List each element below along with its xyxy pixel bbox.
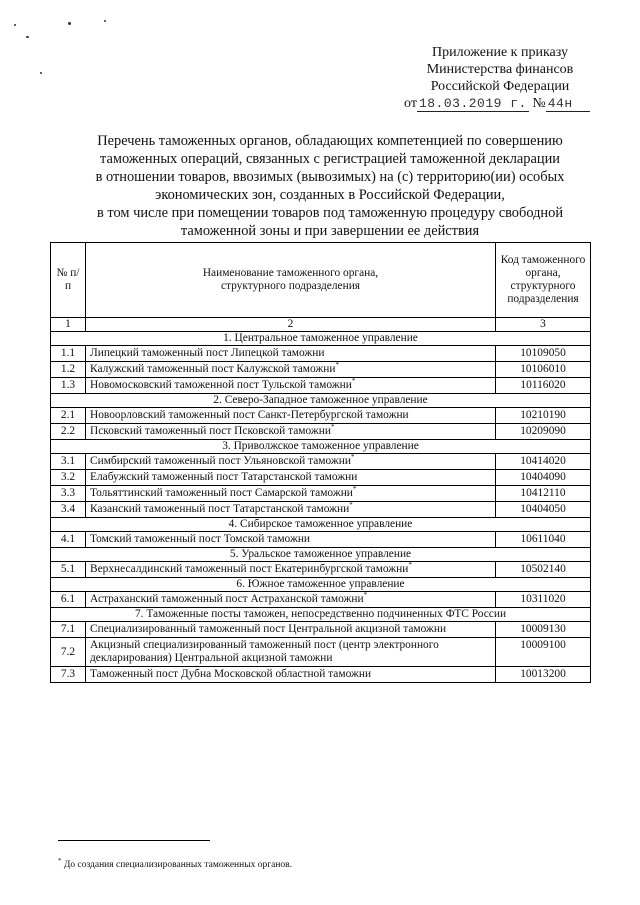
section-title: 4. Сибирское таможенное управление [51, 518, 591, 532]
appendix-line: Министерства финансов [426, 62, 574, 77]
table-row [51, 378, 591, 394]
customs-table [50, 242, 591, 683]
row-name-cell [86, 502, 496, 518]
section-row [51, 440, 591, 454]
title-line: в том числе при помещении товаров под таможенную процедуру свободной [96, 205, 564, 221]
table-row [51, 622, 591, 638]
table-row [51, 362, 591, 378]
header-code: Код таможенного органа, структурного подразделения [496, 243, 591, 318]
table-row [51, 346, 591, 362]
row-code: 10013200 [496, 667, 591, 683]
row-number: 4.1 [51, 532, 86, 548]
row-name-cell [86, 486, 496, 502]
row-name-cell [86, 378, 496, 394]
row-code: 10611040 [496, 532, 591, 548]
footnote-ref: * [351, 377, 356, 386]
row-name: Новомосковский таможенной пост Тульской таможни [90, 379, 352, 391]
index-cell: 1 [51, 318, 86, 332]
row-number: 3.2 [51, 470, 86, 486]
table-row [51, 408, 591, 424]
footnote-ref: * [350, 453, 355, 462]
row-code: 10414020 [496, 454, 591, 470]
table-row [51, 470, 591, 486]
section-title: 6. Южное таможенное управление [51, 578, 591, 592]
footnote-ref: * [352, 485, 357, 494]
row-name-cell [86, 562, 496, 578]
table-row [51, 502, 591, 518]
section-row [51, 332, 591, 346]
row-number: 2.2 [51, 424, 86, 440]
footnote-ref: * [349, 501, 353, 510]
appendix-line: Российской Федерации [430, 79, 570, 94]
section-title: 5. Уральское таможенное управление [51, 548, 591, 562]
section-title: 1. Центральное таможенное управление [51, 332, 591, 346]
row-number: 1.3 [51, 378, 86, 394]
row-number: 3.3 [51, 486, 86, 502]
footnote-ref: * [363, 591, 368, 600]
title-line: Перечень таможенных органов, обладающих компетенцией по совершению [97, 133, 563, 149]
footnote-ref: * [408, 561, 412, 570]
title-line: в отношении товаров, ввозимых (вывозимых) на (с) территорию(ии) особых [95, 169, 565, 185]
appendix-header [400, 44, 600, 95]
row-name-cell [86, 424, 496, 440]
table-row [51, 667, 591, 683]
row-code: 10209090 [496, 424, 591, 440]
section-title: 2. Северо-Западное таможенное управление [51, 394, 591, 408]
row-number: 1.2 [51, 362, 86, 378]
row-name: Новоорловский таможенный пост Санкт-Петербургской таможни [90, 409, 409, 421]
title-line: таможенных операций, связанных с регистрацией таможенной декларации [100, 151, 560, 167]
row-code: 10404050 [496, 502, 591, 518]
title-line: таможенной зоны и при завершении ее действия [180, 223, 480, 239]
index-cell: 3 [496, 318, 591, 332]
row-number: 2.1 [51, 408, 86, 424]
row-name-cell [86, 470, 496, 486]
document-title [60, 132, 600, 240]
table-row [51, 486, 591, 502]
appendix-line: Приложение к приказу [432, 45, 568, 60]
section-title: 7. Таможенные посты таможен, непосредственно подчиненных ФТС России [51, 608, 591, 622]
row-code: 10404090 [496, 470, 591, 486]
title-line: экономических зон, созданных в Российской Федерации, [155, 187, 505, 203]
footnote-text: До создания специализированных таможенных органов. [63, 860, 293, 870]
row-name: Калужский таможенный пост Калужской таможни [90, 363, 336, 375]
order-prefix: от [404, 96, 417, 111]
table-header-row [51, 243, 591, 318]
order-number-label: № [532, 96, 546, 111]
row-number: 5.1 [51, 562, 86, 578]
row-number: 1.1 [51, 346, 86, 362]
row-name: Липецкий таможенный пост Липецкой таможни [90, 347, 325, 359]
row-name: Казанский таможенный пост Татарстанской таможни [90, 503, 350, 515]
row-name-cell [86, 454, 496, 470]
row-name: Астраханский таможенный пост Астраханской таможни [90, 593, 364, 605]
footnote-ref: * [330, 423, 335, 432]
section-row [51, 578, 591, 592]
row-code: 10502140 [496, 562, 591, 578]
row-code: 10210190 [496, 408, 591, 424]
row-number: 6.1 [51, 592, 86, 608]
row-number: 7.2 [51, 638, 86, 667]
footnote-rule [58, 840, 210, 841]
section-row [51, 394, 591, 408]
row-name: Томский таможенный пост Томской таможни [90, 533, 311, 545]
section-row [51, 518, 591, 532]
row-code: 10109050 [496, 346, 591, 362]
row-name: Псковский таможенный пост Псковской таможни [90, 425, 331, 437]
row-name: Таможенный пост Дубна Московской областной таможни [90, 668, 372, 680]
header-name [86, 243, 496, 318]
row-name-cell [86, 638, 496, 667]
table-index-row [51, 318, 591, 332]
order-date: 18.03.2019 г. [418, 96, 527, 111]
footnote [58, 856, 293, 870]
section-row [51, 548, 591, 562]
row-name-cell [86, 667, 496, 683]
header-num: № п/п [51, 243, 86, 318]
row-number: 7.3 [51, 667, 86, 683]
row-number: 3.4 [51, 502, 86, 518]
row-name-cell [86, 532, 496, 548]
header-name-text: Наименование таможенного органа, структурного подразделения [202, 267, 379, 292]
row-code: 10412110 [496, 486, 591, 502]
row-name: Симбирский таможенный пост Ульяновской таможни [90, 455, 351, 467]
table-row [51, 592, 591, 608]
row-name-cell [86, 622, 496, 638]
order-reference [404, 96, 590, 112]
row-name: Специализированный таможенный пост Центральной акцизной таможни [90, 623, 447, 635]
footnote-mark: * [58, 856, 62, 865]
table-row [51, 562, 591, 578]
index-cell: 2 [86, 318, 496, 332]
row-code: 10116020 [496, 378, 591, 394]
row-name-cell [86, 346, 496, 362]
row-number: 7.1 [51, 622, 86, 638]
row-code: 10009100 [496, 638, 591, 667]
row-name-cell [86, 408, 496, 424]
row-name-cell [86, 362, 496, 378]
table-row [51, 532, 591, 548]
row-name: Верхнесалдинский таможенный пост Екатеринбургской таможни [90, 563, 409, 575]
order-number: 44н [546, 96, 590, 112]
section-title: 3. Приволжское таможенное управление [51, 440, 591, 454]
table-row [51, 424, 591, 440]
table-row [51, 454, 591, 470]
row-name: Тольяттинский таможенный пост Самарской таможни [90, 487, 353, 499]
row-name: Акцизный специализированный таможенный пост (центр электронного декларирования) Центральной акцизной таможни [90, 639, 439, 664]
row-code: 10106010 [496, 362, 591, 378]
section-row [51, 608, 591, 622]
row-code: 10009130 [496, 622, 591, 638]
row-number: 3.1 [51, 454, 86, 470]
row-name-cell [86, 592, 496, 608]
footnote-ref: * [335, 361, 339, 370]
table-row [51, 638, 591, 667]
row-code: 10311020 [496, 592, 591, 608]
row-name: Елабужский таможенный пост Татарстанской таможни [90, 471, 358, 483]
